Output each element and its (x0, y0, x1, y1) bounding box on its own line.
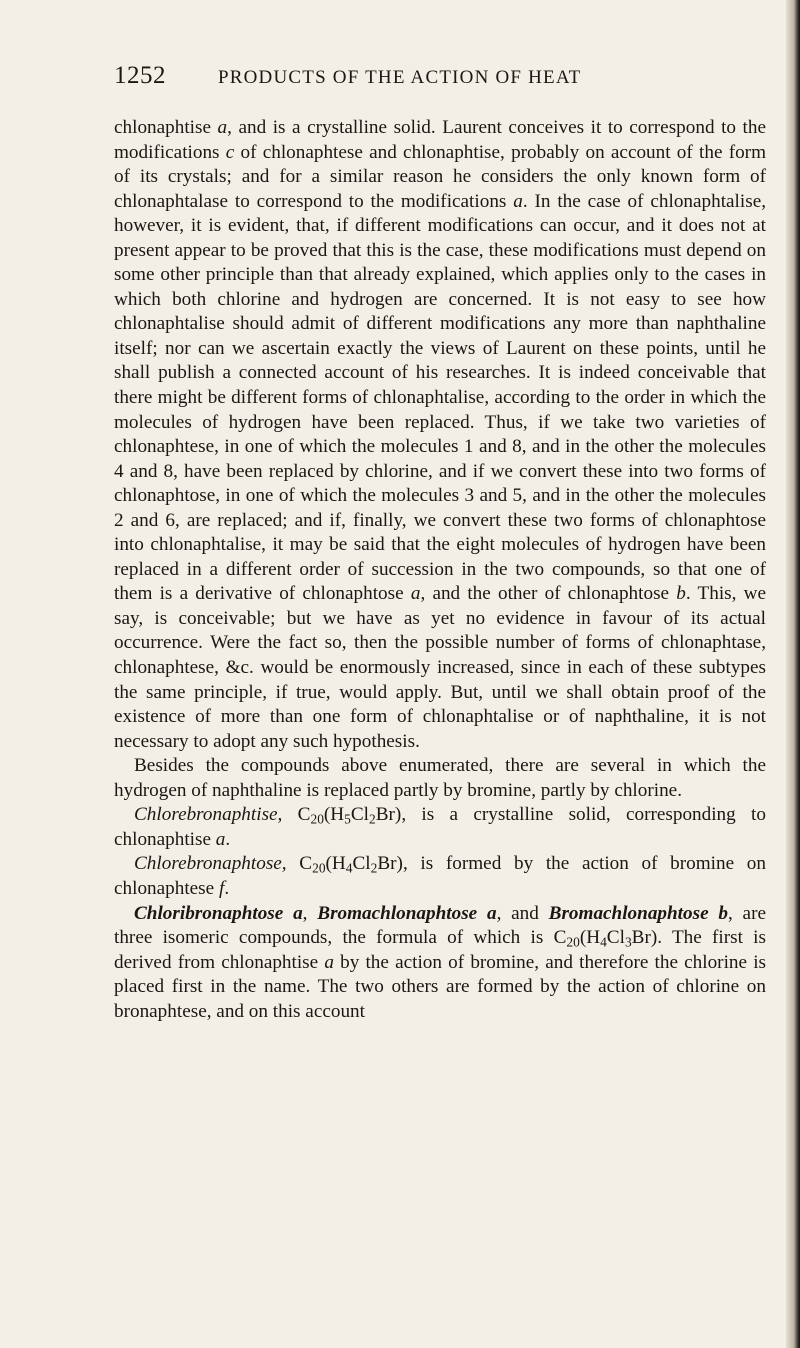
formula-part: (H (323, 804, 345, 826)
formula-part: C (282, 804, 311, 826)
formula-part: Br) (631, 927, 658, 949)
text-run: a (410, 583, 421, 605)
text-run: c (225, 141, 235, 163)
paragraph-continuation (114, 116, 766, 754)
formula-subscript: 5 (344, 811, 351, 827)
paragraph-compounds-intro: Besides the compounds above enumerated, there are several in which the hydrogen of naphthaline is replaced partly by bromine, partly by chlorine. (114, 755, 766, 801)
text-run: , is a crystalline solid, corresponding to chlonaphtise (114, 804, 766, 850)
formula-part: C (286, 853, 313, 875)
running-head: PRODUCTS OF THE ACTION OF HEAT (218, 67, 582, 88)
text-run: f (218, 877, 225, 899)
text-run: . (225, 828, 231, 850)
formula-part: Cl (350, 804, 370, 826)
text-run: . In the case of chlonaphtalise, however, it is evident, that, if different modifications can occur, and it does not at present appear to be proved that this is the case, these modifications must depend on some other principle than that already explained, which applies only to the cases in which both chlorine and hydrogen are concerned. It is not easy to see how chlonaphtalise should admit of different modifications any more than naphthaline itself; nor can we ascertain exactly the views of Laurent on these points, until he shall publish a connected account of his researches. It is indeed conceivable that there might be different forms of chlonaphtalise, according to the order in which the molecules of hydrogen have been replaced. Thus, if we take two varieties of chlonaphtese, in one of which the molecules 1 and 8, and in the other the molecules 4 and 8, have been replaced by chlorine, and if we convert these into two forms of chlonaphtose, in one of which the molecules 3 and 5, and in the other the molecules 2 and 6, are replaced; and if, finally, we convert these two forms of chlonaphtose into chlonaphtalise, it may be said that the eight molecules of hydrogen have been replaced in a different order of succession in the two compounds, so that one of them is a derivative of chlonaphtose (114, 190, 767, 605)
formula-part: Cl (352, 853, 371, 875)
text-run: a (513, 190, 523, 212)
text-run: a (215, 828, 226, 850)
text-run: a (324, 951, 334, 973)
formula-part: Cl (606, 927, 625, 949)
text-run: , is formed by the action of bromine on chlonaphtese (114, 853, 766, 899)
text-run: . This, we say, is conceivable; but we have as yet no evidence in favour of its actual occurrence. Were the fact so, then the possible number of forms of chlonaphtase, chlonaphtese, &c. would be enormously increased, since in each of these subtypes the same principle, if true, would apply. But, until we shall obtain proof of the existence of more than one form of chlonaphtalise or of naphthaline, it is not necessary to adopt any such hypothesis. (114, 583, 766, 752)
formula-part: Br) (375, 804, 402, 826)
text-run: , and (496, 902, 549, 924)
text-run: by the action of bromine, and therefore the chlorine is placed first in the name. The two others are formed by the action of chlorine on bronaphtese, and on this account (114, 951, 766, 1022)
page-header (114, 62, 766, 98)
paragraph-chlorebronaphtise (114, 803, 766, 852)
text-run: , and the other of chlonaphtose (420, 583, 677, 605)
formula-subscript: 20 (312, 860, 326, 876)
compound-name: Bromachlonaphtose b (548, 902, 728, 924)
compound-name: Chloribronaphtose a (134, 902, 303, 924)
body-text (114, 116, 766, 1024)
formula-subscript: 4 (600, 934, 607, 950)
formula-part: (H (579, 927, 601, 949)
text-run: . The first is derived from chlonaphtise (114, 927, 766, 973)
compound-name: Chlorebronaphtise, (134, 804, 283, 826)
text-run: , are three isomeric compounds, the formula of which is (114, 902, 766, 949)
text-run: a (217, 117, 228, 138)
formula-part: Br) (377, 853, 403, 875)
text-run: chlonaphtise (114, 117, 218, 138)
compound-name: Bromachlonaphtose a (317, 902, 497, 924)
formula-subscript: 20 (310, 811, 324, 827)
compound-name: Chlorebronaphtose, (134, 853, 287, 875)
paragraph-chlorebronaphtose (114, 852, 766, 901)
paragraph-isomeric-compounds (114, 902, 766, 1025)
formula-subscript: 3 (624, 934, 632, 950)
formula-subscript: 2 (369, 811, 376, 827)
page-edge-shadow (786, 0, 800, 1348)
formula-part: (H (325, 853, 346, 875)
page-number: 1252 (114, 62, 166, 89)
formula-part: C (553, 927, 567, 949)
text-run: . (224, 877, 230, 899)
text-run: of chlonaphtese and chlonaphtise, probably on account of the form of its crystals; and for a similar reason he considers the only known form of chlonaphtalase to correspond to the modifications (114, 141, 766, 212)
formula-subscript: 4 (345, 860, 353, 876)
text-run: , (302, 902, 318, 924)
text-run: b (676, 583, 686, 605)
formula-subscript: 2 (370, 860, 378, 876)
formula-subscript: 20 (566, 934, 580, 950)
text-run: , and is a crystalline solid. Laurent conceives it to correspond to the modifications (114, 117, 766, 163)
